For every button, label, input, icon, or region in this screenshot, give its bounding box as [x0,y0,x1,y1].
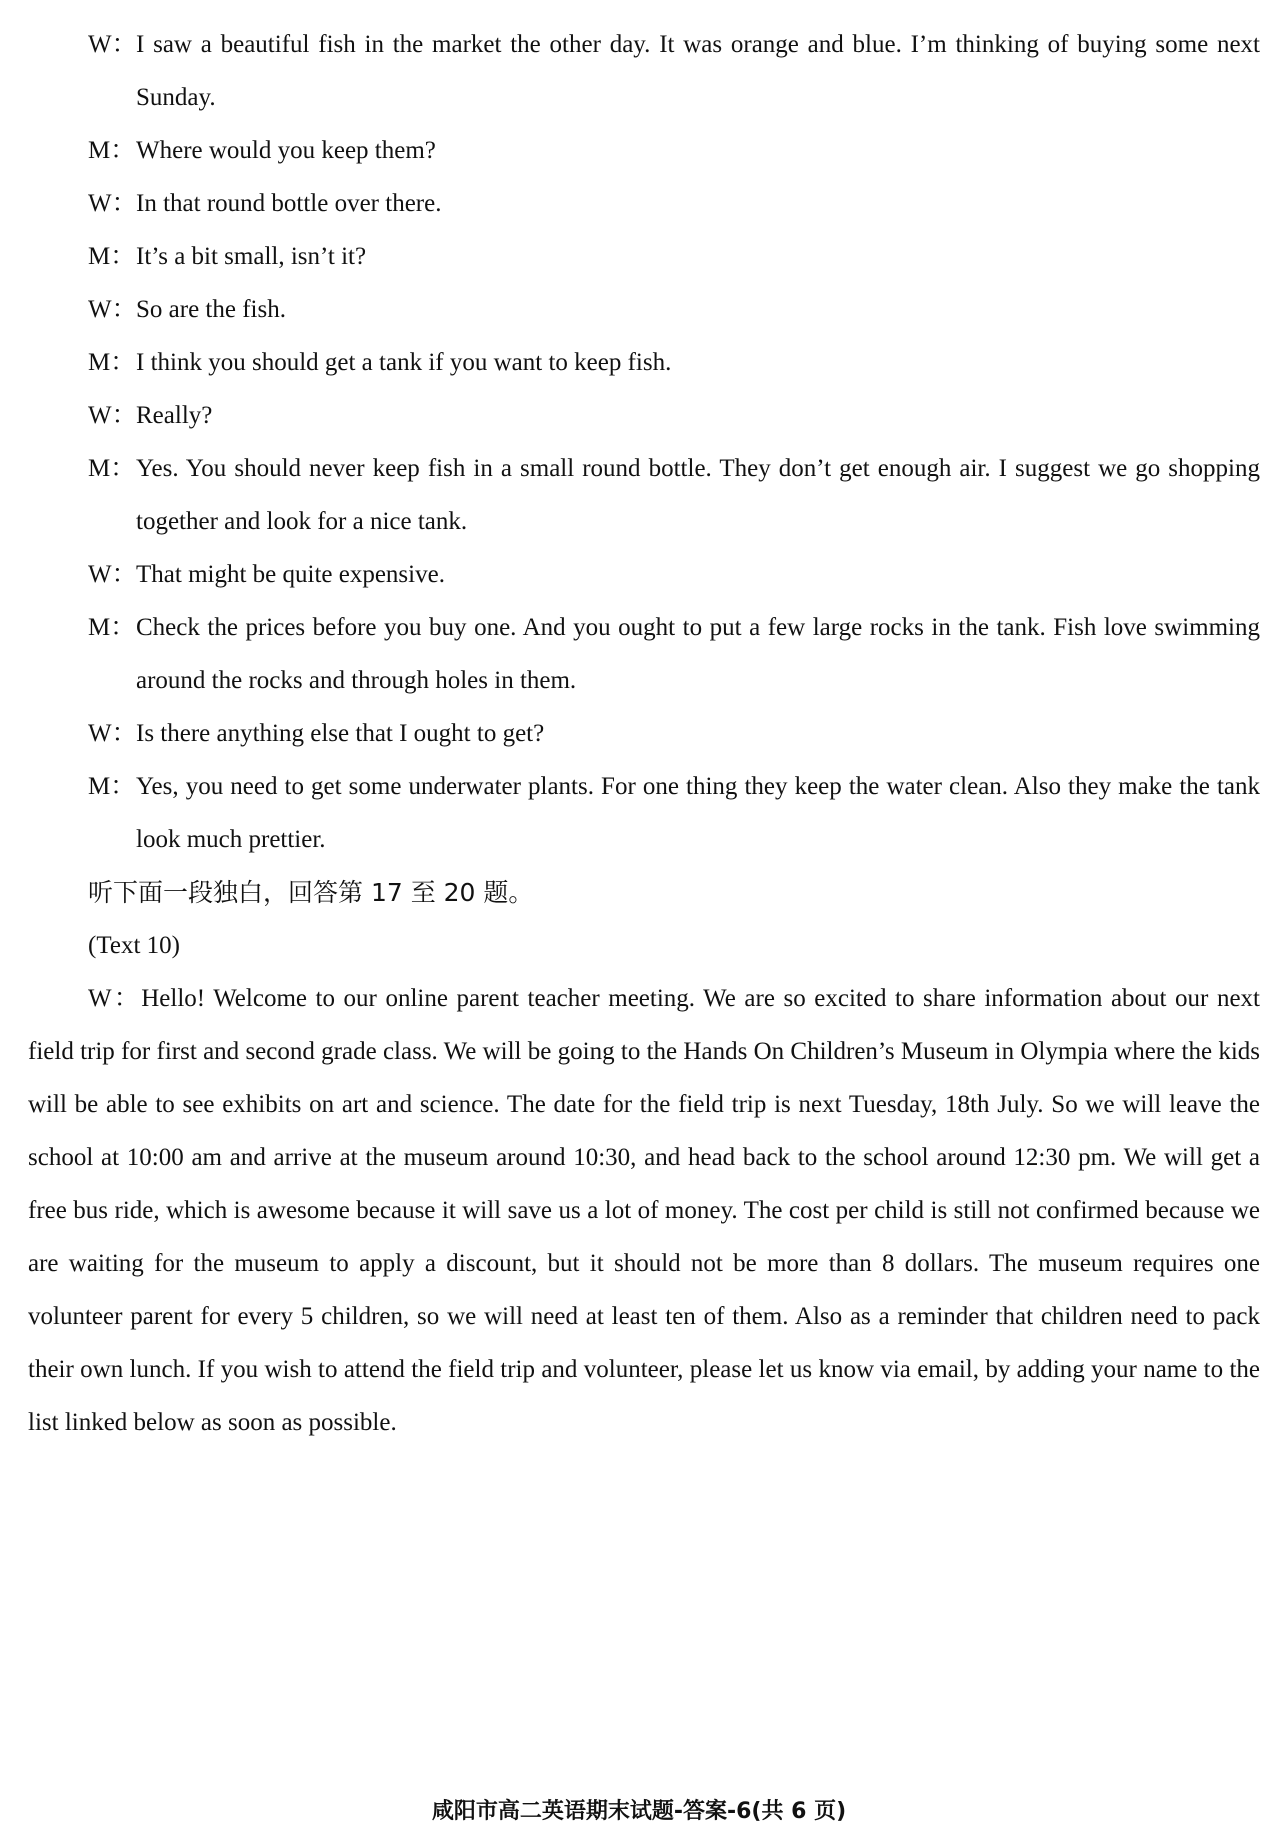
speaker-label: M： [88,455,136,482]
dialogue-line [28,707,1260,760]
section-heading: 听下面一段独白，回答第 17 至 20 题。 [88,878,534,907]
utterance-text: Yes. You should never keep fish in a small round bottle. They don’t get enough air. I suggest we go shopping together and look for a nice tank. [136,455,1260,535]
speaker-label: M： [88,243,136,270]
utterance-text: It’s a bit small, isn’t it? [136,243,367,270]
utterance-text: Is there anything else that I ought to get? [136,720,545,747]
utterance-text: That might be quite expensive. [136,561,445,588]
speaker-label: W： [88,561,137,588]
utterance-text: Check the prices before you buy one. And you ought to put a few large rocks in the tank. Fish love swimming around the rocks and through holes in them. [136,614,1260,694]
dialogue-line [28,124,1260,177]
utterance-text: I saw a beautiful fish in the market the other day. It was orange and blue. I’m thinking of buying some next Sunday. [136,31,1260,111]
speaker-label: M： [88,614,136,641]
utterance-text: So are the fish. [136,296,286,323]
speaker-label: W： [88,190,137,217]
speaker-label: M： [88,137,136,164]
utterance-text: Really? [136,402,213,429]
dialogue-line [28,389,1260,442]
speaker-label: W： [88,31,137,58]
utterance-text: Yes, you need to get some underwater plants. For one thing they keep the water clean. Also they make the tank look much prettier. [136,773,1260,853]
dialogue-line [28,601,1260,707]
dialogue-line [28,230,1260,283]
dialogue-line [28,442,1260,548]
speaker-label: W： [88,720,137,747]
page-content [28,18,1260,1449]
utterance-text: Where would you keep them? [136,137,436,164]
dialogue [28,18,1260,866]
text-label: (Text 10) [88,932,180,959]
dialogue-line [28,177,1260,230]
dialogue-line [28,18,1260,124]
utterance-text: I think you should get a tank if you want to keep fish. [136,349,672,376]
dialogue-line [28,548,1260,601]
speaker-label: M： [88,773,136,800]
utterance-text: In that round bottle over there. [136,190,442,217]
dialogue-line [28,283,1260,336]
speaker-label: W： [88,296,137,323]
dialogue-line [28,336,1260,389]
speaker-label: W： [88,402,137,429]
page-footer: 咸阳市高二英语期末试题-答案-6(共 6 页) [431,1799,847,1824]
dialogue-line [28,760,1260,866]
monologue-paragraph: W：Hello! Welcome to our online parent teacher meeting. We are so excited to share information about our next field trip for first and second grade class. We will be going to the Hands On Children’s Museum in Olympia where the kids will be able to see exhibits on art and science. The date for the field trip is next Tuesday, 18th July. So we will leave the school at 10:00 am and arrive at the museum around 10:30, and head back to the school around 12:30 pm. We will get a free bus ride, which is awesome because it will save us a lot of money. The cost per child is still not confirmed because we are waiting for the museum to apply a discount, but it should not be more than 8 dollars. The museum requires one volunteer parent for every 5 children, so we will need at least ten of them. Also as a reminder that children need to pack their own lunch. If you wish to attend the field trip and volunteer, please let us know via email, by adding your name to the list linked below as soon as possible. [28,985,1260,1436]
speaker-label: M： [88,349,136,376]
